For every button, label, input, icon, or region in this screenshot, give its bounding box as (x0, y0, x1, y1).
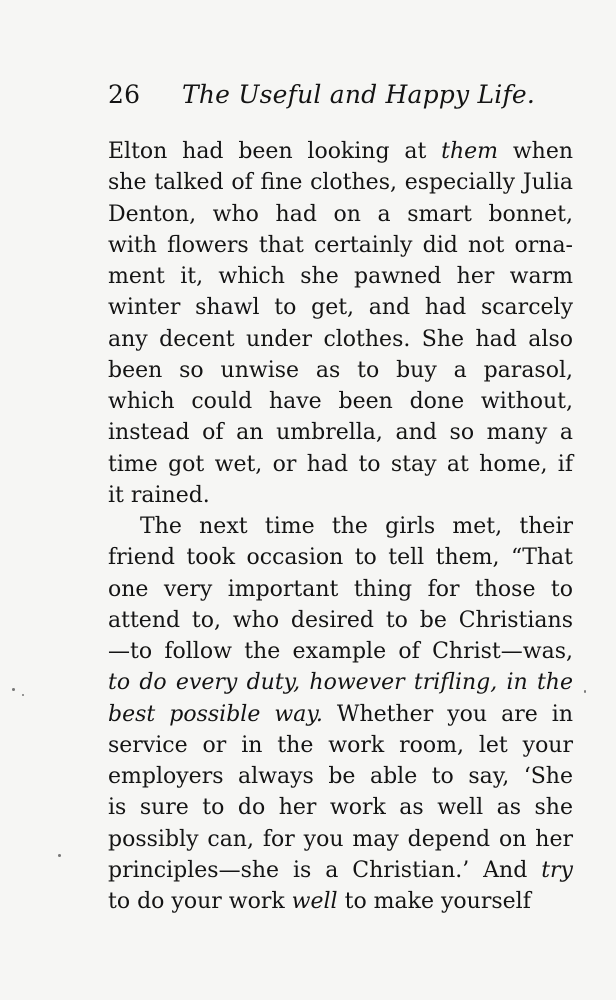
text-line (108, 605, 573, 636)
text-segment: friend took occasion to tell them, “That (108, 545, 573, 571)
body-text (108, 136, 573, 917)
italic-text: try (541, 857, 573, 883)
text-line (108, 667, 573, 698)
text-segment: any decent under clothes. She had also (108, 326, 573, 352)
text-segment: to do your work (108, 889, 292, 914)
text-line (108, 636, 573, 667)
scan-speck (58, 854, 61, 857)
text-segment: attend to, who desired to be Christians (108, 607, 573, 633)
text-line (108, 886, 573, 917)
text-line (108, 230, 573, 261)
text-line (108, 449, 573, 480)
scan-speck (22, 694, 24, 696)
text-segment: Elton had been looking at (108, 139, 442, 164)
italic-text: them (441, 139, 499, 164)
text-segment: when (498, 139, 574, 164)
text-segment: principles—she is a Christian.’ And (108, 857, 542, 883)
text-segment: Denton, who had on a smart bonnet, (108, 201, 573, 227)
italic-text: best possible way. (108, 701, 323, 727)
text-line (108, 167, 573, 198)
running-title: The Useful and Happy Life. (182, 80, 536, 109)
text-segment: she talked of fine clothes, especially Julia (108, 170, 573, 196)
text-segment: been so unwise as to buy a parasol, (108, 357, 573, 383)
text-line (108, 480, 573, 511)
text-line (108, 511, 573, 542)
paragraph (108, 511, 573, 917)
scan-speck (12, 688, 15, 691)
text-segment: one very important thing for those to (108, 576, 573, 602)
text-segment: —to follow the example of Christ—was, (108, 639, 573, 664)
text-line (108, 824, 573, 855)
text-line (108, 855, 573, 886)
text-line (108, 136, 573, 167)
text-line (108, 417, 573, 448)
text-segment: it rained. (108, 482, 210, 508)
text-segment: The next time the girls met, their (140, 514, 573, 539)
paragraph (108, 136, 573, 511)
text-segment: time got wet, or had to stay at home, if (108, 451, 573, 477)
text-segment: with flowers that certainly did not orna- (108, 232, 573, 258)
text-segment: Whether you are in (322, 701, 573, 727)
text-segment: instead of an umbrella, and so many a (108, 420, 573, 446)
text-line (108, 792, 573, 823)
text-line (108, 761, 573, 792)
text-segment: possibly can, for you may depend on her (108, 826, 573, 852)
text-segment: is sure to do her work as well as she (108, 795, 573, 821)
text-line (108, 730, 573, 761)
text-line (108, 542, 573, 573)
text-segment: which could have been done without, (108, 389, 573, 414)
text-line (108, 386, 573, 417)
text-segment: to make yourself (337, 889, 531, 914)
text-segment: ment it, which she pawned her warm (108, 264, 573, 289)
italic-text: well (291, 889, 338, 914)
text-segment: employers always be able to say, ‘She (108, 764, 573, 789)
page-header (108, 78, 536, 112)
text-line (108, 324, 573, 355)
scan-speck (584, 690, 586, 693)
text-line (108, 261, 573, 292)
text-line (108, 292, 573, 323)
text-line (108, 199, 573, 230)
text-line (108, 355, 573, 386)
text-line (108, 574, 573, 605)
italic-text: to do every duty, however trifling, in the (108, 670, 573, 696)
text-segment: winter shawl to get, and had scarcely (108, 295, 573, 321)
page-number: 26 (108, 80, 141, 109)
text-segment: service or in the work room, let your (108, 732, 573, 758)
text-line (108, 699, 573, 730)
